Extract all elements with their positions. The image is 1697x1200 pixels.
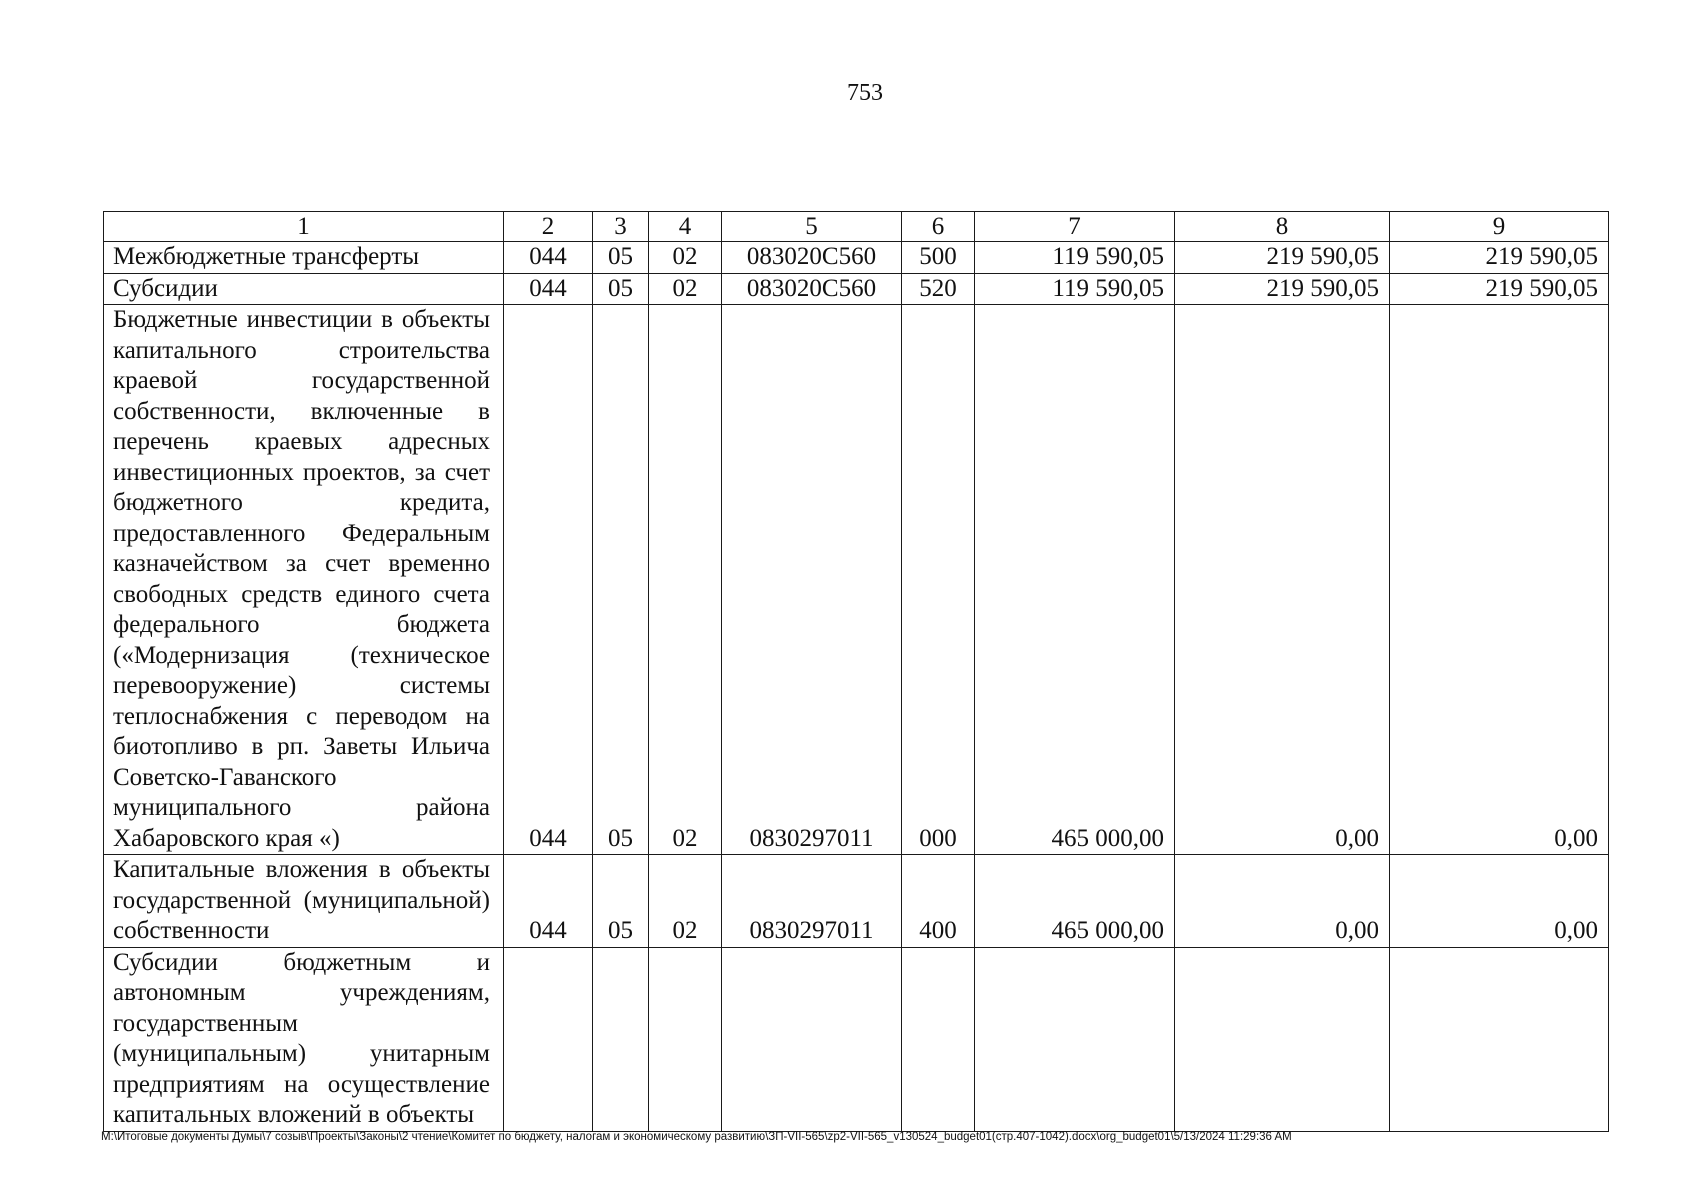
- cell-amount-year1: 119 590,05: [975, 242, 1175, 274]
- table-row: [104, 273, 1609, 305]
- cell-section: 05: [593, 855, 649, 948]
- cell-amount-year2: 219 590,05: [1175, 242, 1390, 274]
- footer-file-path: M:\Итоговые документы Думы\7 созыв\Проекты\Законы\2 чтение\Комитет по бюджету, налогам и экономическому развитию\ЗП-VII-565\zp2-VII-565_v130524_budget01(стр.407-1042).docx\org_budget01\5/13/2024 11:29:36 AM: [101, 1131, 1292, 1143]
- cell-amount-year3: 0,00: [1390, 855, 1609, 948]
- cell-target-item: 083020С560: [722, 273, 902, 305]
- cell-target-item: 0830297011: [722, 855, 902, 948]
- cell-amount-year1: 465 000,00: [975, 855, 1175, 948]
- cell-target-item: 083020С560: [722, 242, 902, 274]
- cell-section: 05: [593, 305, 649, 855]
- cell-subsection: 02: [649, 855, 722, 948]
- cell-amount-year1: 465 000,00: [975, 305, 1175, 855]
- column-header: 7: [975, 212, 1175, 242]
- cell-amount-year2: 219 590,05: [1175, 273, 1390, 305]
- column-header: 4: [649, 212, 722, 242]
- cell-subsection: [649, 947, 722, 1131]
- table-row: [104, 947, 1609, 1131]
- cell-expense-type: 000: [902, 305, 975, 855]
- cell-amount-year2: [1175, 947, 1390, 1131]
- column-header: 6: [902, 212, 975, 242]
- cell-expense-type: [902, 947, 975, 1131]
- cell-subsection: 02: [649, 305, 722, 855]
- table-row: [104, 855, 1609, 948]
- cell-subsection: 02: [649, 242, 722, 274]
- cell-amount-year1: 119 590,05: [975, 273, 1175, 305]
- cell-amount-year3: 219 590,05: [1390, 273, 1609, 305]
- column-header: 2: [504, 212, 593, 242]
- cell-section: 05: [593, 242, 649, 274]
- cell-target-item: 0830297011: [722, 305, 902, 855]
- table-row: [104, 242, 1609, 274]
- cell-grbs: 044: [504, 273, 593, 305]
- column-header: 9: [1390, 212, 1609, 242]
- cell-subsection: 02: [649, 273, 722, 305]
- cell-amount-year2: 0,00: [1175, 855, 1390, 948]
- row-name: Субсидии: [104, 273, 504, 305]
- cell-section: 05: [593, 273, 649, 305]
- cell-amount-year1: [975, 947, 1175, 1131]
- row-name: Капитальные вложения в объекты государственной (муниципальной) собственности: [104, 855, 504, 948]
- cell-expense-type: 520: [902, 273, 975, 305]
- cell-amount-year3: 0,00: [1390, 305, 1609, 855]
- row-name: Субсидии бюджетным и автономным учреждениям, государственным (муниципальным) унитарным предприятиям на осуществление капитальных вложений в объекты: [104, 947, 504, 1131]
- budget-table: [103, 211, 1609, 1132]
- cell-section: [593, 947, 649, 1131]
- column-header: 8: [1175, 212, 1390, 242]
- cell-amount-year3: 219 590,05: [1390, 242, 1609, 274]
- table-row: [104, 305, 1609, 855]
- column-header: 3: [593, 212, 649, 242]
- cell-amount-year2: 0,00: [1175, 305, 1390, 855]
- page-number: 753: [847, 80, 883, 106]
- cell-expense-type: 500: [902, 242, 975, 274]
- cell-grbs: 044: [504, 855, 593, 948]
- cell-expense-type: 400: [902, 855, 975, 948]
- column-header: 5: [722, 212, 902, 242]
- cell-grbs: 044: [504, 305, 593, 855]
- cell-target-item: [722, 947, 902, 1131]
- cell-amount-year3: [1390, 947, 1609, 1131]
- cell-grbs: 044: [504, 242, 593, 274]
- cell-grbs: [504, 947, 593, 1131]
- table-header-row: [104, 212, 1609, 242]
- row-name: Межбюджетные трансферты: [104, 242, 504, 274]
- column-header: 1: [104, 212, 504, 242]
- row-name: Бюджетные инвестиции в объекты капитального строительства краевой государственной собственности, включенные в перечень краевых адресных инвестиционных проектов, за счет бюджетного кредита, предоставленного Федеральным казначейством за счет временно свободных средств единого счета федерального бюджета («Модернизация (техническое перевооружение) системы теплоснабжения с переводом на биотопливо в рп. Заветы Ильича Советско-Гаванского муниципального района Хабаровского края «): [104, 305, 504, 855]
